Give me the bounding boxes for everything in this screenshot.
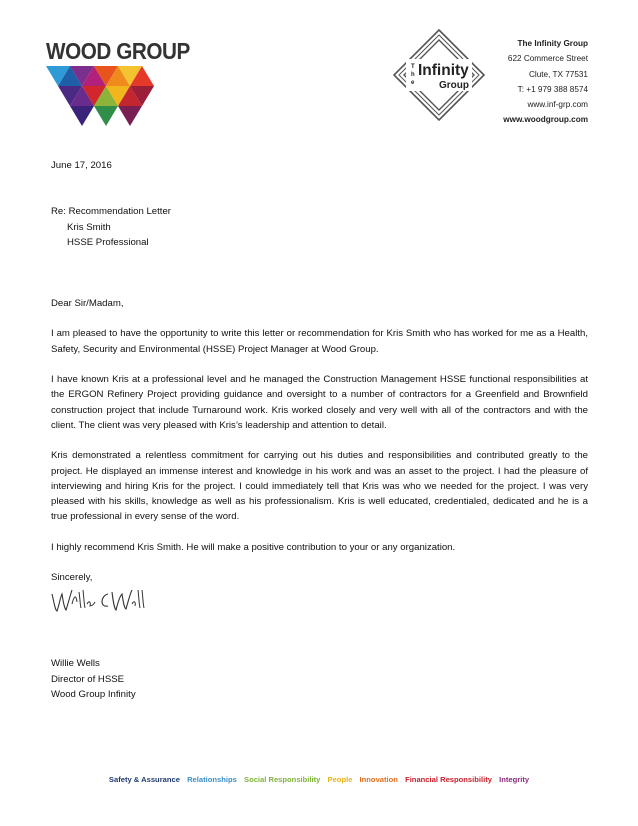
footer-value-safety: Safety & Assurance bbox=[108, 775, 180, 784]
infinity-group-logo-icon bbox=[393, 29, 485, 121]
infinity-logo-main: Infinity bbox=[418, 62, 469, 79]
re-name: Kris Smith bbox=[67, 221, 111, 233]
signatory-title: Director of HSSE bbox=[51, 673, 125, 685]
re-line: Re: Recommendation Letter bbox=[51, 206, 171, 218]
website-infinity[interactable]: www.inf-grp.com bbox=[527, 100, 588, 110]
infinity-logo-prefix-h: h bbox=[411, 72, 415, 78]
infinity-logo-sub: Group bbox=[439, 80, 469, 91]
street-address: 622 Commerce Street bbox=[507, 54, 588, 64]
footer-value-social: Social Responsibility bbox=[244, 775, 321, 784]
paragraph-3: Kris demonstrated a relentless commitment for carrying out his duties and responsibilities and contributed greatly to the project. He displayed an immense interest and knowledge in his work and was an asset to the project. I had the pleasure of interviewing and hiring Kris for the project. I could immediately tell that Kris was who we needed for the project. I was very pleased with his skills, knowledge as well as his professionalism. Kris is well educated, credentialed, dedicated and he is a true professional in every sense of the word. bbox=[51, 450, 588, 523]
footer-value-people: People bbox=[327, 775, 353, 784]
salutation: Dear Sir/Madam, bbox=[51, 298, 124, 310]
paragraph-1: I am pleased to have the opportunity to write this letter or recommendation for Kris Smith who has worked for me as a Health, Safety, Security and Environmental (HSSE) Project Manager at Wood Group. bbox=[51, 328, 588, 355]
footer-values bbox=[0, 775, 638, 784]
signature-icon bbox=[50, 584, 146, 616]
signatory-company: Wood Group Infinity bbox=[51, 688, 136, 700]
closing: Sincerely, bbox=[51, 572, 93, 584]
infinity-logo-prefix-e: e bbox=[411, 80, 415, 86]
footer-value-innovation: Innovation bbox=[359, 775, 398, 784]
website-woodgroup[interactable]: www.woodgroup.com bbox=[503, 115, 588, 125]
footer-value-integrity: Integrity bbox=[499, 775, 530, 784]
re-title: HSSE Professional bbox=[67, 236, 149, 248]
footer-value-relationships: Relationships bbox=[187, 775, 237, 784]
paragraph-2: I have known Kris at a professional level and he managed the Construction Management HSSE functional responsibilities at the ERGON Refinery Project providing guidance and oversight to a number of contractors for a Greenfield and Brownfield construction project that include Turnaround work. Kris worked closely and very well with all of the contractors and with the client. The client was very pleased with Kris’s leadership and attention to detail. bbox=[51, 374, 588, 431]
contact-block bbox=[503, 36, 588, 128]
signatory-name: Willie Wells bbox=[51, 658, 100, 670]
letter-body bbox=[51, 158, 588, 702]
infinity-logo-prefix-t: T bbox=[411, 64, 415, 70]
footer-value-financial: Financial Responsibility bbox=[405, 775, 492, 784]
wood-group-logo-icon bbox=[46, 66, 158, 126]
letter-date: June 17, 2016 bbox=[51, 160, 112, 171]
city-address: Clute, TX 77531 bbox=[528, 69, 588, 79]
phone-number: T: +1 979 388 8574 bbox=[517, 84, 588, 94]
company-name: The Infinity Group bbox=[517, 39, 588, 48]
wood-group-wordmark: WOOD GROUP bbox=[46, 38, 190, 64]
paragraph-4: I highly recommend Kris Smith. He will make a positive contribution to your or any organization. bbox=[51, 541, 456, 553]
